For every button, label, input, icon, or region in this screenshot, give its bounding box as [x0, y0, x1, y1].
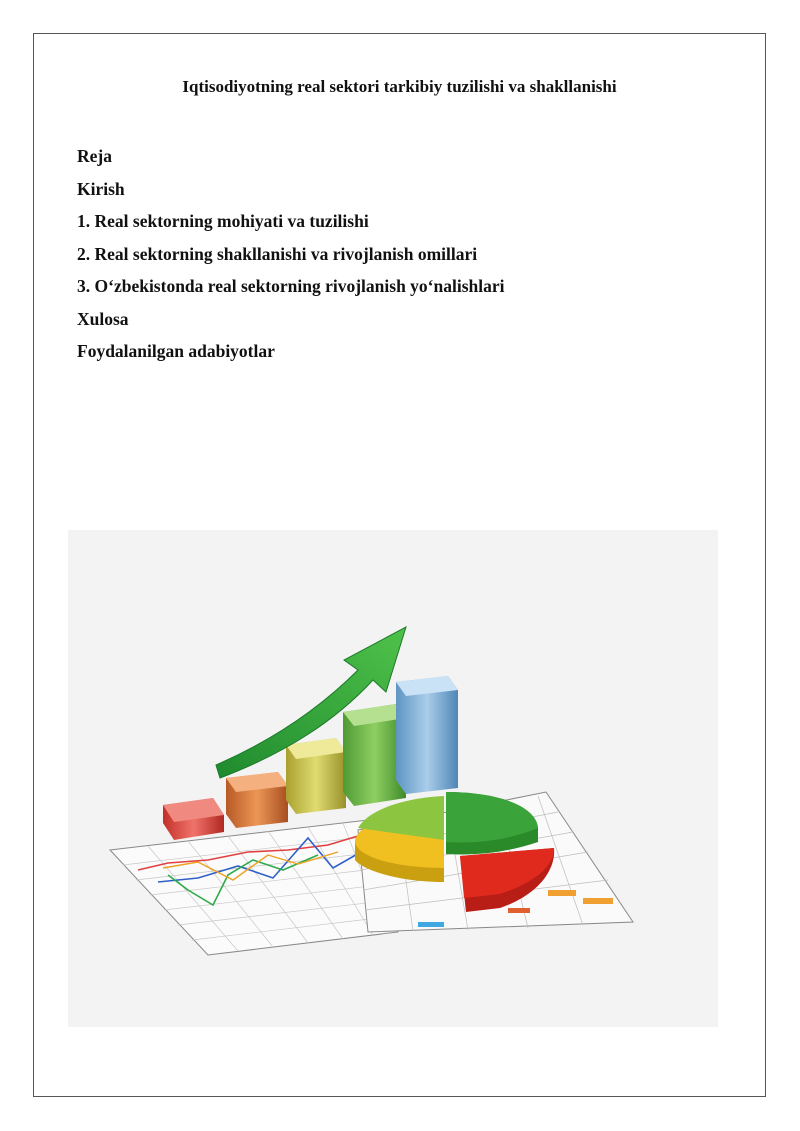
document-title: Iqtisodiyotning real sektori tarkibiy tuzilishi va shakllanishi: [182, 77, 617, 96]
bar-orange: [226, 772, 288, 828]
toc-item-section-2: 2. Real sektorning shakllanishi va rivojlanish omillari: [77, 243, 478, 264]
business-charts-illustration-icon: [68, 530, 718, 1027]
bar-red: [163, 798, 224, 840]
toc-item-references: Foydalanilgan adabiyotlar: [77, 341, 275, 361]
table-of-contents: [77, 140, 505, 368]
toc-item-reja: Reja: [77, 146, 112, 166]
bar-blue: [396, 676, 458, 794]
toc-item-xulosa: Xulosa: [77, 308, 129, 329]
grid-sheet-left: [110, 820, 398, 955]
toc-item-section-1: 1. Real sektorning mohiyati va tuzilishi: [77, 211, 369, 231]
bar-yellow: [286, 738, 346, 814]
toc-item-section-3: 3. O‘zbekistonda real sektorning rivojlanish yo‘nalishlari: [77, 276, 505, 296]
toc-item-kirish: Kirish: [77, 178, 125, 199]
